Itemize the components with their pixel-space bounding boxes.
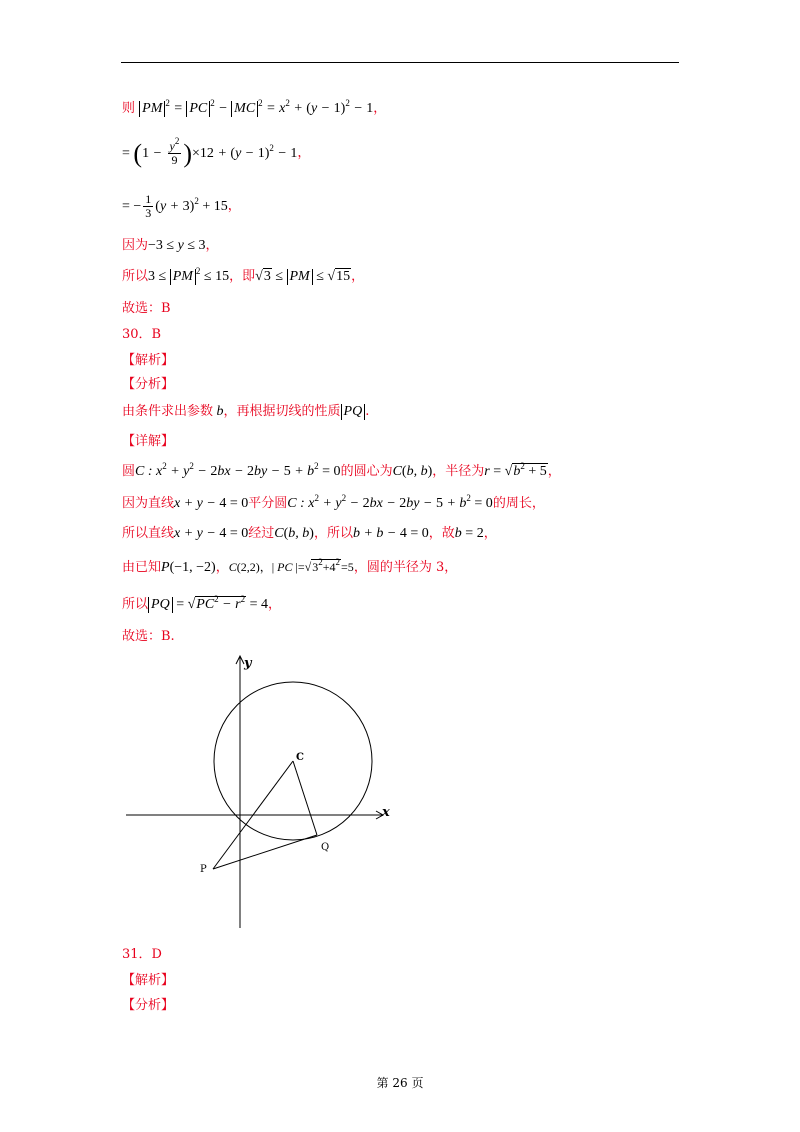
circle-equation: C : $x^2 + y^2 - 2bx - 2by - 5 + b^2 = 0$ <box>135 461 341 479</box>
segment-pq <box>213 835 317 869</box>
pq-formula: PQ = $√PC^2 - r^2 = 4$ <box>148 597 268 612</box>
radius-formula: $r = √b^2 + 5$ <box>484 461 547 479</box>
answer-line: 故选：B <box>122 301 171 316</box>
line-equation: x + y − 4 = 0 <box>174 496 249 511</box>
pq-result-line: 所以 PQ = $√PC^2 - r^2 = 4$， <box>122 594 281 612</box>
question-number: 30．B <box>122 327 162 342</box>
circle-line: 圆C : $x^2 + y^2 - 2bx - 2by - 5 + b^2 = 0$的圆心为C(b, b)，半径为$r = √b^2 + 5$， <box>122 461 561 479</box>
formula-line-2: = (1 − $\frac{y^2}{9}$ )$\times 12 + (y - 1)^2 - 1$， <box>122 136 311 168</box>
y-range-formula: −3 ≤ y ≤ 3 <box>148 238 206 253</box>
point-c: C(2,2) <box>228 560 260 574</box>
b-value: b = 2 <box>454 526 484 541</box>
section-jiexi: 【解析】 <box>122 353 175 368</box>
page-footer: 第 26 页 <box>376 1076 424 1090</box>
param-b: b <box>213 404 224 419</box>
label-y: y <box>244 656 252 671</box>
circle-equation-2: C : $x^2 + y^2 - 2bx - 2by - 5 + b^2 = 0$ <box>287 493 493 511</box>
section-xiangjie: 【详解】 <box>122 434 175 449</box>
formula-line-3: = − $\frac{1}{3}$ $(y + 3)^2 + 15$， <box>122 192 241 220</box>
pc-length: ，| PC $|=√3^2+4^2=5$ <box>259 557 354 574</box>
analysis-line: 由条件求出参数 b，再根据切线的性质 PQ . <box>122 404 370 419</box>
section-fenxi-31: 【分析】 <box>122 998 175 1013</box>
formula-line-1: 则 PM $^2$ = PC $^2$ − MC $^2 = x^2 + (y - 1)^2 - 1$， <box>122 98 387 116</box>
range-line: 因为−3 ≤ y ≤ 3， <box>122 238 219 253</box>
line-equation-2: x + y − 4 = 0 <box>174 526 249 541</box>
label-c: C <box>296 752 304 763</box>
question-number-31: 31．D <box>122 947 162 962</box>
label-p: P <box>200 864 207 875</box>
header-rule <box>121 62 679 63</box>
completed-square-formula: = − $\frac{1}{3}$ $(y + 3)^2 + 15$ <box>122 192 228 220</box>
passes-center-line: 所以直线x + y − 4 = 0经过C(b, b)，所以b + b − 4 = 0，故b = 2， <box>122 526 497 541</box>
label-q: Q <box>321 842 330 853</box>
label-x: x <box>382 805 390 820</box>
point-p: P(−1, −2) <box>161 560 216 575</box>
pm-squared-formula: PM $^2$ = PC $^2$ − MC $^2 = x^2 + (y - 1)^2 - 1$ <box>139 101 373 116</box>
center-c-2: C(b, b) <box>274 526 314 541</box>
section-jiexi-31: 【解析】 <box>122 973 175 988</box>
pm-squared-range: 3 ≤ PM $^2$ ≤ 15 <box>148 266 230 284</box>
b-equation: b + b − 4 = 0 <box>352 526 429 541</box>
center-c: C(b, b) <box>392 464 433 479</box>
result-line: 所以3 ≤ PM $^2$ ≤ 15，即√3 ≤ PM ≤ √15， <box>122 266 365 284</box>
tangent-figure <box>120 652 400 932</box>
answer-line-2: 故选：B. <box>122 629 175 644</box>
substitution-formula: = (1 − $\frac{y^2}{9}$ )$\times 12 + (y - 1)^2 - 1$ <box>122 136 298 168</box>
known-line: 由已知P(−1, −2)，C(2,2)，| PC $|=√3^2+4^2=5$，圆的半径为 3， <box>122 557 458 575</box>
section-fenxi: 【分析】 <box>122 377 175 392</box>
pm-range: √3 ≤ PM ≤ √15 <box>255 269 351 284</box>
bisect-line: 因为直线x + y − 4 = 0平分圆C : $x^2 + y^2 - 2bx - 2by - 5 + b^2 = 0$的周长， <box>122 493 545 511</box>
segment-cq <box>293 761 317 835</box>
pq-abs: PQ <box>341 404 366 419</box>
